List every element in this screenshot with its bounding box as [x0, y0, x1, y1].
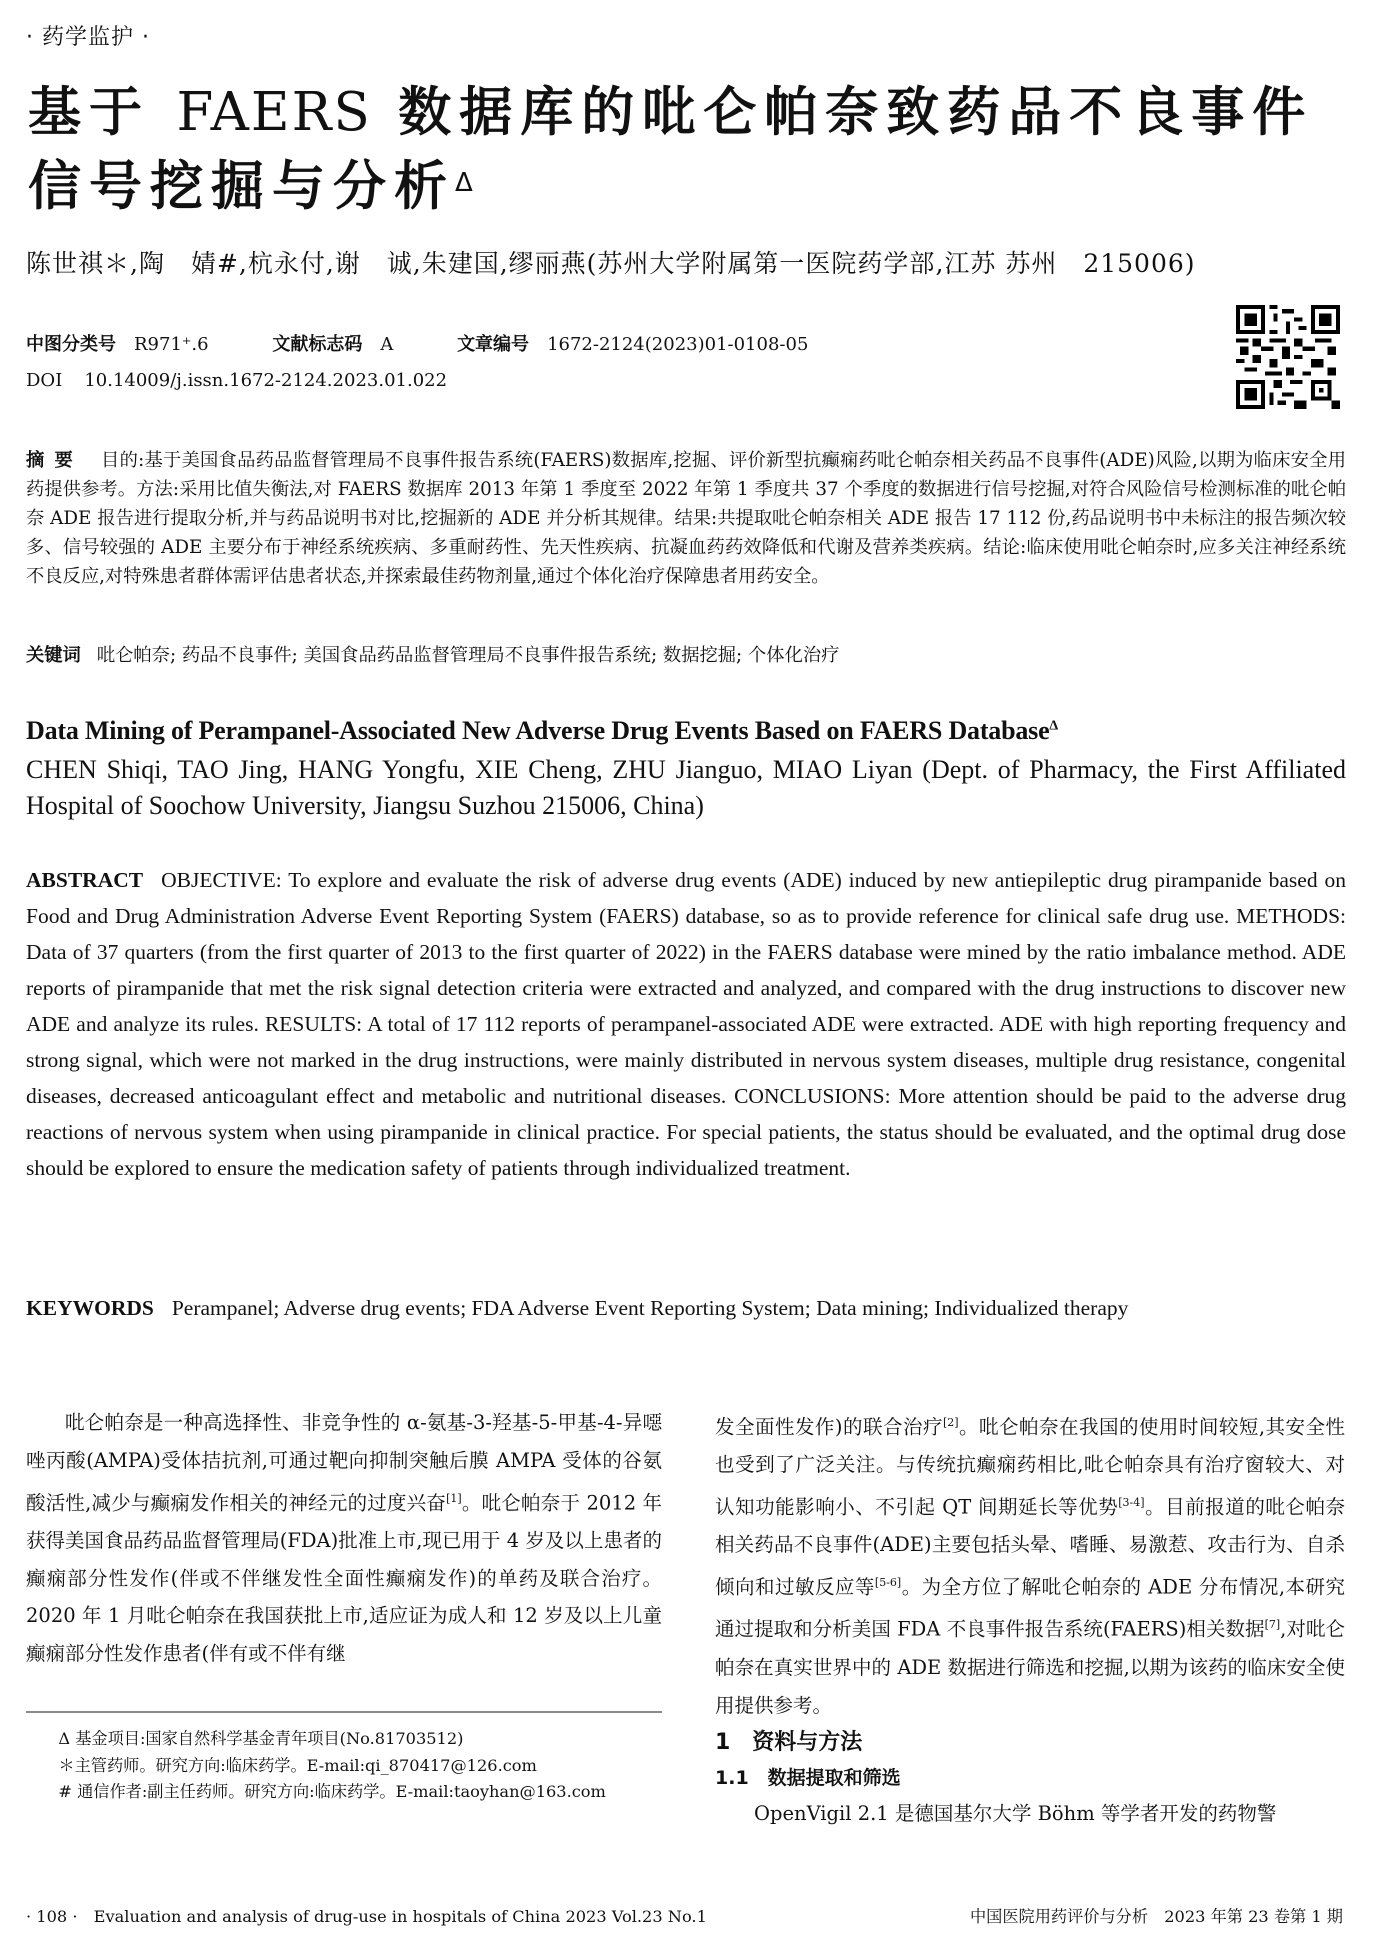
clc-value: R971⁺.6	[134, 334, 209, 355]
footnote-first-author: ＊主管药师。研究方向:临床药学。E-mail:qi_870417@126.com	[58, 1755, 537, 1775]
article-no-label: 文章编号	[457, 334, 530, 355]
fund-mark: Δ	[455, 168, 481, 198]
en-keywords-label: KEYWORDS	[26, 1296, 154, 1320]
en-authors: CHEN Shiqi, TAO Jing, HANG Yongfu, XIE Cheng, ZHU Jianguo, MIAO Liyan (Dept. of Pharmacy, the First Affiliated Hospital of Soochow University, Jiangsu Suzhou 215006, China)	[26, 755, 1346, 820]
body-paragraph: OpenVigil 2.1 是德国基尔大学 Böhm 等学者开发的药物警	[754, 1802, 1277, 1826]
doc-code-label: 文献标志码	[272, 334, 363, 355]
en-keywords	[26, 1290, 1346, 1326]
citation-link[interactable]: [2]	[942, 1416, 959, 1429]
article-title	[28, 76, 1348, 224]
body-column-left	[26, 1404, 662, 1673]
article-no-value: 1672-2124(2023)01-0108-05	[547, 334, 809, 355]
en-keywords-text: Perampanel; Adverse drug events; FDA Adverse Event Reporting System; Data mining; Individualized therapy	[171, 1296, 1129, 1320]
en-abstract-text: OBJECTIVE: To explore and evaluate the risk of adverse drug events (ADE) induced by new antiepileptic drug pirampanide based on Food and Drug Administration Adverse Event Reporting System (FAERS) database, so as to provide reference for clinical safe drug use. METHODS: Data of 37 quarters (from the first quarter of 2013 to the first quarter of 2022) in the FAERS database were mined by the ratio imbalance method. ADE reports of pirampanide that met the risk signal detection criteria were extracted and analyzed, and compared with the drug instructions to discover new ADE and analyze its rules. RESULTS: A total of 17 112 reports of perampanel-associated ADE were extracted. ADE with high reporting frequency and strong signal, which were not marked in the drug instructions, were mainly distributed in nervous system diseases, multiple drug resistance, congenital diseases, decreased anticoagulant effect and metabolic and nutritional diseases. CONCLUSIONS: More attention should be paid to the adverse drug reactions of nervous system when using pirampanide in clinical practice. For special patients, the status should be evaluated, and the optimal drug dose should be explored to ensure the medication safety of patients through individualized treatment.	[26, 868, 1346, 1180]
body-paragraph: 发全面性发作)的联合治疗[2]。吡仑帕奈在我国的使用时间较短,其安全性也受到了广泛关注。与传统抗癫痫药相比,吡仑帕奈具有治疗窗较大、对认知功能影响小、不引起 QT 间期延长等优势[3-4]。目前报道的吡仑帕奈相关药品不良事件(ADE)主要包括头晕、嗜睡、易激惹、攻击行为、自杀倾向和过敏反应等[5-6]。为全方位了解吡仑帕奈的 ADE 分布情况,本研究通过提取和分析美国 FDA 不良事件报告系统(FAERS)相关数据[7],对吡仑帕奈在真实世界中的 ADE 数据进行筛选和挖掘,以期为该药的临床安全使用提供参考。	[715, 1415, 1346, 1717]
qr-code-icon[interactable]	[1234, 305, 1342, 409]
citation-link[interactable]: [5-6]	[874, 1576, 902, 1590]
cn-abstract-text: 目的:基于美国食品药品监督管理局不良事件报告系统(FAERS)数据库,挖掘、评价新型抗癫痫药吡仑帕奈相关药品不良事件(ADE)风险,以期为临床安全用药提供参考。方法:采用比值失衡法,对 FAERS 数据库 2013 年第 1 季度至 2022 年第 1 季度共 37 个季度的数据进行信号挖掘,对符合风险信号检测标准的吡仑帕奈 ADE 报告进行提取分析,并与药品说明书对比,挖掘新的 ADE 并分析其规律。结果:共提取吡仑帕奈相关 ADE 报告 17 112 份,药品说明书中未标注的报告频次较多、信号较强的 ADE 主要分布于神经系统疾病、多重耐药性、先天性疾病、抗凝血药药效降低和代谢及营养类疾病。结论:临床使用吡仑帕奈时,应多关注神经系统不良反应,对特殊患者群体需评估患者状态,并探索最佳药物剂量,通过个体化治疗保障患者用药安全。	[26, 450, 1347, 587]
footnotes	[26, 1726, 666, 1806]
citation-link[interactable]: [1]	[446, 1491, 462, 1505]
cn-abstract-label: 摘要	[26, 450, 84, 471]
title-line-2: 信号挖掘与分析$^\Delta$	[28, 156, 481, 217]
en-title: Data Mining of Perampanel-Associated New Adverse Drug Events Based on FAERS Database$^\Delta$	[26, 716, 1058, 745]
footnote-corresponding: # 通信作者:副主任药师。研究方向:临床药学。E-mail:taoyhan@163.com	[58, 1782, 606, 1801]
authors-cn: 陈世祺＊,陶 婧#,杭永付,谢 诚,朱建国,缪丽燕(苏州大学附属第一医院药学部,江苏 苏州 215006)	[26, 249, 1196, 278]
en-abstract	[26, 862, 1346, 1186]
title-faers: FAERS	[176, 82, 372, 143]
column-tag: · 药学监护 ·	[26, 25, 150, 50]
cn-keywords	[26, 641, 1346, 667]
citation-link[interactable]: [7]	[1264, 1618, 1281, 1632]
doc-code-value: A	[380, 334, 394, 355]
section-heading-1: 1 资料与方法	[715, 1730, 863, 1756]
cn-keywords-label: 关键词	[26, 645, 81, 666]
doi-label: DOI	[26, 370, 63, 391]
section-heading-1-1: 1.1 数据提取和筛选	[715, 1767, 901, 1790]
footer-journal-cn: 中国医院用药评价与分析 2023 年第 23 卷第 1 期	[969, 1907, 1343, 1926]
doi	[26, 370, 447, 391]
qr-code-graphic	[1234, 305, 1342, 409]
title-line-1: 基于 FAERS 数据库的吡仑帕奈致药品不良事件	[28, 82, 1314, 143]
en-fund-mark: Δ	[1049, 718, 1058, 734]
cn-abstract	[26, 446, 1346, 591]
article-meta	[26, 330, 808, 356]
footnote-fund: Δ 基金项目:国家自然科学基金青年项目(No.81703512)	[58, 1729, 464, 1748]
body-column-right	[715, 1404, 1345, 1833]
cn-keywords-text: 吡仑帕奈; 药品不良事件; 美国食品药品监督管理局不良事件报告系统; 数据挖掘; 个体化治疗	[96, 645, 840, 666]
citation-link[interactable]: [3-4]	[1118, 1496, 1145, 1510]
doi-value[interactable]: 10.14009/j.issn.1672-2124.2023.01.022	[84, 370, 448, 391]
en-abstract-label: ABSTRACT	[26, 868, 144, 892]
footer-journal-en: · 108 · Evaluation and analysis of drug-use in hospitals of China 2023 Vol.23 No.1	[26, 1907, 707, 1926]
footnote-divider	[26, 1711, 662, 1713]
clc-label: 中图分类号	[26, 334, 116, 355]
body-paragraph: 吡仑帕奈是一种高选择性、非竞争性的 α-氨基-3-羟基-5-甲基-4-异噁唑丙酸(AMPA)受体拮抗剂,可通过靶向抑制突触后膜 AMPA 受体的谷氨酸活性,减少与癫痫发作相关的神经元的过度兴奋[1]。吡仑帕奈于 2012 年获得美国食品药品监督管理局(FDA)批准上市,现已用于 4 岁及以上患者的癫痫部分性发作(伴或不伴继发性全面性癫痫发作)的单药及联合治疗。2020 年 1 月吡仑帕奈在我国获批上市,适应证为成人和 12 岁及以上儿童癫痫部分性发作患者(伴有或不伴有继	[26, 1411, 663, 1666]
